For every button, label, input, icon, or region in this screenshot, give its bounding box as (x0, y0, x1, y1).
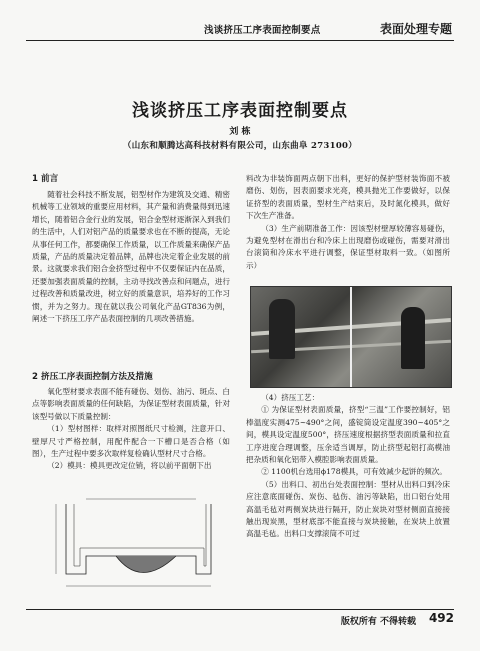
page-number: 492 (428, 611, 454, 625)
profile-technical-drawing (46, 494, 226, 598)
right-column-bottom (246, 392, 450, 541)
extrusion-process-heading: （4）挤压工艺： (261, 393, 320, 402)
section-2-heading: 2 挤压工序表面控制方法及措施 (32, 372, 153, 382)
extrusion-point-2: ② 1100机台选用ϕ178模具，可有效减少起饼的频次。 (261, 467, 447, 477)
header-divider (26, 40, 454, 41)
running-title: 浅谈挤压工序表面控制要点 (204, 25, 321, 36)
right-paragraph-2: （3）生产前期准备工作：因该型材壁厚较薄容易碰伤，为避免型材在滑出台和冷床上出现磨伤或碰伤，需要对滑出台滚筒和冷床水平进行调整，保证型材取料一致。（如图所示） (246, 223, 450, 270)
drawing-svg (46, 494, 226, 598)
section-2-paragraph-1: 氧化型材要求表面不能有碰伤、划伤、油污、斑点、白点等影响表面质量的任何缺陷，为保证型材表面质量，针对该型号做以下质量控制： (32, 387, 230, 421)
article-title: 浅谈挤压工序表面控制要点 (132, 101, 348, 121)
section-1-heading: 1 前言 (32, 174, 59, 184)
extrusion-point-1: ① 为保证型材表面质量，挤型“三温”工作要控制好，铝棒温度实测475~490°之间，盛锭筒设定温度390~405°之间，模具设定温度500°，挤压速度根据挤型表面质量和拉直工序进度合理调整，压余适当调厚，防止挤型起铝打高模油把杂质和氧化铝带入模腔影响表面质量。 (246, 405, 450, 465)
article-affiliation: （山东和顺腾达高科技材料有限公司，山东曲阜 273100） (122, 141, 358, 151)
copyright-notice: 版权所有 不得转载 (340, 617, 416, 627)
article-author: 刘 栋 (229, 127, 251, 137)
worker-figure (269, 299, 295, 359)
section-label: 表面处理专题 (379, 22, 452, 36)
outlet-control-paragraph: （5）出料口、初出台处表面控制：型材从出料口到冷床应注意底面碰伤、炭伤、毡伤、油污等缺陷，出口铝台处用高温毛毡对两侧炭块进行隔开，防止炭块对型材侧面直接接触出现炭黑，型材底部不能直接与炭块接触，在炭块上放置高温毛毡。出料口支撑滚筒不可过 (246, 479, 450, 539)
section-1-body: 随着社会科技不断发展，铝型材作为建筑及交通、精密机械等工业领域的重要应用材料，其产量和消费量得到迅速增长，随着铝合金行业的发展，铝合金型材逐渐深入到我们的生活中，人们对铝产品的质量要求也在不断的提高，无论从事任何工作，都要确保工作质量，以工作质量来确保产品质量，产品的质量决定着品牌，品牌也决定着企业发展的前景。这就要求我们铝合金挤型过程中不仅要保证内在品质，还要加强表面质量的控制，主动寻找改善点和问题点，进行过程改善和质量改进，树立好的质量意识，培养好的工作习惯，并为之努力。现在就以我公司氧化产品GT836为例，阐述一下挤压工序产品表面控制的几项改善措施。 (32, 190, 230, 324)
section-2-paragraph-2: （1）型材图样：取样对照图纸尺寸检测，注意开口、壁厚尺寸严格控制，用配件配合一下槽口是否合格（如图），生产过程中要多次取样复检确认型材尺寸合格。 (32, 424, 230, 459)
right-paragraph-1: 料改为非装饰面两点朝下出料，更好的保护型材装饰面不被磨伤、划伤，因表面要求光亮，模具抛光工作要做好，以保证挤型的表面质量，型材生产结束后，及时氮化模具，做好下次生产准备。 (246, 174, 450, 221)
right-column-top (246, 173, 450, 272)
footer-divider (26, 609, 454, 610)
production-line-photo (250, 286, 452, 388)
section-2-paragraph-3: （2）模具：模具更改定位销，将以前平面朝下出 (47, 461, 212, 471)
worker-figure (401, 307, 425, 369)
